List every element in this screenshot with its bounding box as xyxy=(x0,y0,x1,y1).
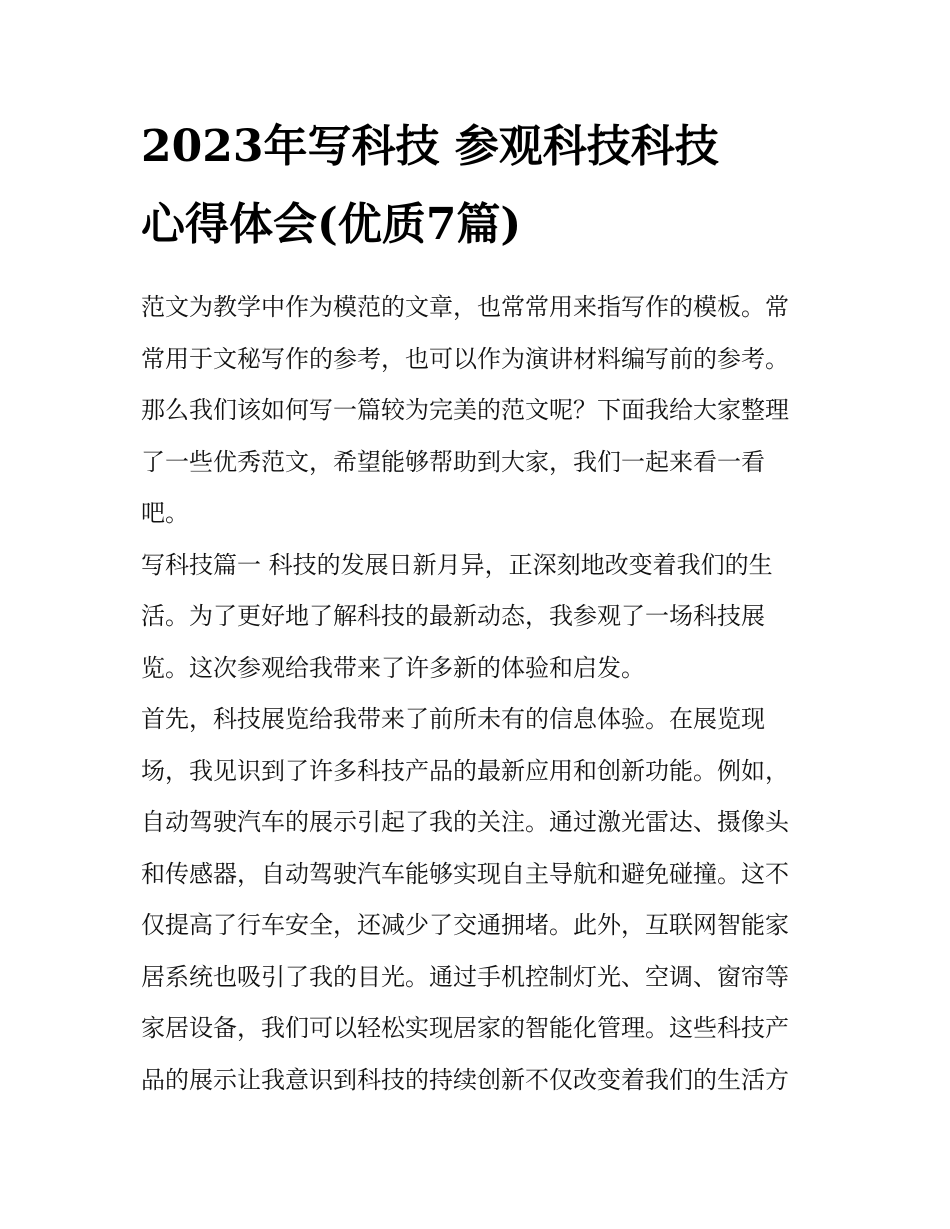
text-line: 吧。 xyxy=(141,499,189,527)
document-title xyxy=(141,108,813,264)
text-line: 常用于文秘写作的参考，也可以作为演讲材料编写前的参考。 xyxy=(141,344,789,373)
text-line: 仅提高了行车安全，还减少了交通拥堵。此外，互联网智能家 xyxy=(141,911,789,939)
text-line: 家居设备，我们可以轻松实现居家的智能化管理。这些科技产 xyxy=(141,1014,789,1042)
text-line: 自动驾驶汽车的展示引起了我的关注。通过激光雷达、摄像头 xyxy=(141,808,789,836)
title-line: 心得体会(优质7篇) xyxy=(141,199,522,250)
text-line: 品的展示让我意识到科技的持续创新不仅改变着我们的生活方 xyxy=(141,1065,789,1094)
text-line: 那么我们该如何写一篇较为完美的范文呢？下面我给大家整理 xyxy=(141,396,789,424)
first-point-paragraph xyxy=(141,694,813,1106)
text-line: 览。这次参观给我带来了许多新的体验和启发。 xyxy=(141,653,645,682)
title-line: 2023年写科技 参观科技科技 xyxy=(141,121,719,172)
document-body xyxy=(141,282,813,1106)
text-line: 写科技篇一 科技的发展日新月异，正深刻地改变着我们的生 xyxy=(141,550,773,579)
text-line: 居系统也吸引了我的目光。通过手机控制灯光、空调、窗帘等 xyxy=(141,962,789,991)
text-line: 场，我见识到了许多科技产品的最新应用和创新功能。例如， xyxy=(141,756,789,785)
text-line: 活。为了更好地了解科技的最新动态，我参观了一场科技展 xyxy=(141,602,765,630)
text-line: 首先，科技展览给我带来了前所未有的信息体验。在展览现 xyxy=(141,705,765,733)
document-page xyxy=(141,108,813,1106)
section-one-paragraph xyxy=(141,540,813,695)
text-line: 和传感器，自动驾驶汽车能够实现自主导航和避免碰撞。这不 xyxy=(141,859,789,888)
intro-paragraph xyxy=(141,282,813,540)
text-line: 范文为教学中作为模范的文章，也常常用来指写作的模板。常 xyxy=(141,293,789,321)
text-line: 了一些优秀范文，希望能够帮助到大家，我们一起来看一看 xyxy=(141,447,765,476)
